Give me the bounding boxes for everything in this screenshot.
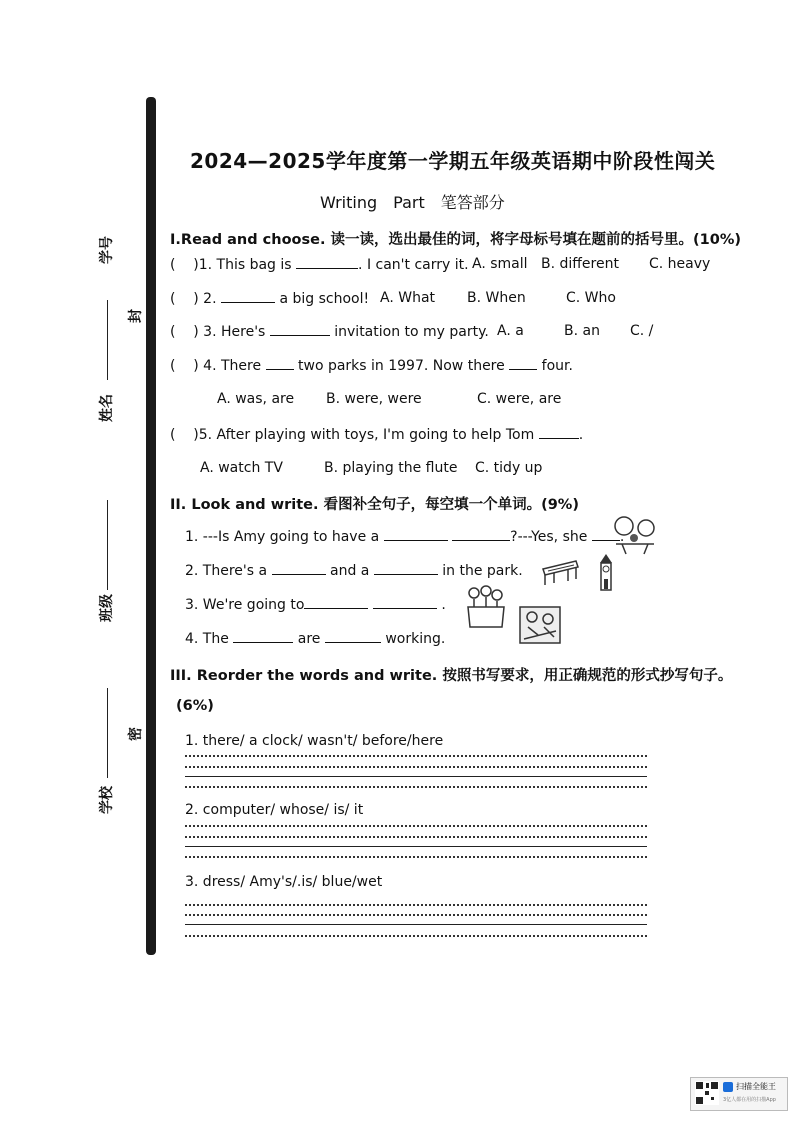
item-2-start: 2. There's a: [185, 563, 268, 579]
blank[interactable]: [539, 426, 579, 439]
workers-illustration: [518, 605, 562, 645]
question-4: [170, 357, 573, 374]
answer-bracket[interactable]: (: [170, 324, 194, 340]
q5-option-c: C. tidy up: [475, 460, 543, 476]
answer-bracket[interactable]: (: [170, 358, 194, 374]
item-1-start: 1. ---Is Amy going to have a: [185, 529, 380, 545]
question-2: [170, 290, 369, 307]
question-3-tail: invitation to my party.: [334, 324, 489, 340]
look-write-item-3: [185, 596, 446, 613]
class-label: 班级: [99, 594, 115, 622]
name-label: 姓名: [99, 394, 115, 422]
question-5-tail: .: [578, 427, 584, 443]
item-1-middle: ?---Yes, she: [510, 529, 588, 545]
item-3-end: .: [441, 597, 446, 613]
children-group-illustration: [464, 585, 506, 629]
item-2-end: in the park.: [442, 563, 523, 579]
item-4-middle: are: [297, 631, 321, 647]
section1-heading: I.Read and choose. 读一读，选出最佳的词，将字母标号填在题前的括号里。(10%): [170, 232, 741, 248]
section3-percent: (6%): [176, 698, 214, 714]
writing-line[interactable]: [185, 766, 647, 768]
writing-line[interactable]: [185, 786, 647, 788]
q2-option-b: B. When: [467, 290, 526, 306]
q2-option-a: A. What: [380, 290, 436, 306]
question-3-stem: ) 3. Here's: [193, 324, 266, 340]
blank[interactable]: [452, 528, 510, 541]
q3-option-a: A. a: [497, 323, 524, 339]
question-4-middle: two parks in 1997. Now there: [298, 358, 505, 374]
blank[interactable]: [374, 562, 438, 575]
school-label: 学校: [99, 786, 115, 814]
item-2-middle: and a: [330, 563, 370, 579]
q5-option-b: B. playing the flute: [324, 460, 458, 476]
blank[interactable]: [373, 596, 437, 609]
look-write-item-2: [185, 562, 523, 579]
reorder-item-2: 2. computer/ whose/ is/ it: [185, 802, 364, 818]
binding-bar: [146, 97, 156, 955]
seal-word-feng: 封: [128, 309, 144, 323]
blank[interactable]: [325, 630, 381, 643]
q3-option-c: C. /: [630, 323, 654, 339]
student-number-label: 学号: [99, 236, 115, 264]
class-line: [107, 688, 108, 778]
page-subtitle: Writing Part 笔答部分: [320, 193, 505, 212]
item-4-end: working.: [385, 631, 446, 647]
writing-line[interactable]: [185, 856, 647, 858]
q3-option-b: B. an: [564, 323, 600, 339]
blank[interactable]: [296, 256, 358, 269]
question-4-stem: ) 4. There: [193, 358, 262, 374]
writing-line[interactable]: [185, 836, 647, 838]
writing-line[interactable]: [185, 904, 647, 906]
blank[interactable]: [384, 528, 448, 541]
scanner-watermark: [690, 1077, 788, 1111]
q1-option-b: B. different: [541, 256, 619, 272]
writing-line[interactable]: [185, 776, 647, 777]
writing-line[interactable]: [185, 935, 647, 937]
blank[interactable]: [233, 630, 293, 643]
q2-option-c: C. Who: [566, 290, 616, 306]
answer-bracket[interactable]: (: [170, 427, 194, 443]
reorder-item-3: 3. dress/ Amy's/.is/ blue/wet: [185, 874, 383, 890]
student-number-line: [107, 300, 108, 380]
qr-code-icon: [695, 1081, 719, 1105]
answer-bracket[interactable]: (: [170, 291, 194, 307]
writing-line[interactable]: [185, 755, 647, 757]
question-3: [170, 323, 489, 340]
q4-option-a: A. was, are: [217, 391, 295, 407]
writing-line[interactable]: [185, 924, 647, 925]
bench-illustration: [540, 557, 580, 589]
blank[interactable]: [266, 357, 294, 370]
question-1-tail: . I can't carry it.: [358, 257, 469, 273]
question-1: [170, 256, 469, 273]
question-2-stem: ) 2.: [193, 291, 217, 307]
cs-logo-icon: [723, 1082, 733, 1092]
seal-word-mi: 密: [128, 727, 144, 741]
q4-option-b: B. were, were: [326, 391, 422, 407]
question-2-tail: a big school!: [279, 291, 370, 307]
blank[interactable]: [304, 596, 368, 609]
writing-line[interactable]: [185, 825, 647, 827]
question-4-tail: four.: [541, 358, 573, 374]
blank[interactable]: [272, 562, 326, 575]
item-4-start: 4. The: [185, 631, 229, 647]
clock-tower-illustration: [598, 553, 614, 591]
name-line: [107, 500, 108, 590]
answer-bracket[interactable]: (: [170, 257, 194, 273]
q4-option-c: C. were, are: [477, 391, 562, 407]
picnic-illustration: [612, 514, 658, 556]
reorder-item-1: 1. there/ a clock/ wasn't/ before/here: [185, 733, 444, 749]
writing-line[interactable]: [185, 914, 647, 916]
watermark-tagline: 3亿人都在用的扫描App: [723, 1097, 776, 1103]
writing-line[interactable]: [185, 846, 647, 847]
q1-option-a: A. small: [472, 256, 528, 272]
watermark-name: 扫描全能王: [736, 1082, 776, 1091]
question-5-stem: )5. After playing with toys, I'm going to help Tom: [193, 427, 535, 443]
section3-heading: III. Reorder the words and write. 按照书写要求，用正确规范的形式抄写句子。: [170, 668, 733, 684]
section2-heading: II. Look and write. 看图补全句子，每空填一个单词。(9%): [170, 497, 579, 513]
blank[interactable]: [270, 323, 330, 336]
look-write-item-1: [185, 528, 624, 545]
item-3-start: 3. We're going to: [185, 597, 305, 613]
blank[interactable]: [221, 290, 275, 303]
question-5: [170, 426, 583, 443]
page-title: 2024—2025学年度第一学期五年级英语期中阶段性闯关: [190, 149, 716, 173]
item-1-end: .: [619, 529, 625, 545]
q5-option-a: A. watch TV: [200, 460, 283, 476]
look-write-item-4: [185, 630, 445, 647]
q1-option-c: C. heavy: [649, 256, 711, 272]
question-1-stem: )1. This bag is: [193, 257, 292, 273]
blank[interactable]: [509, 357, 537, 370]
